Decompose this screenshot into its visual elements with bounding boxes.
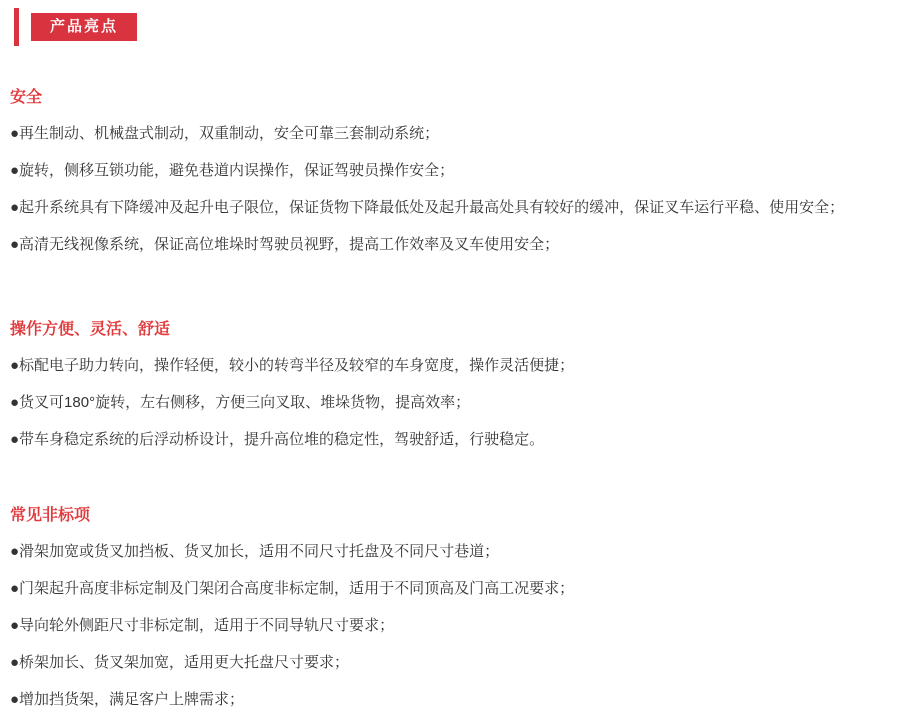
- section-title-nonstandard: 常见非标项: [10, 507, 91, 524]
- accent-bar: [14, 8, 19, 46]
- section-header: [0, 0, 913, 46]
- bullet-item: ●旋转，侧移互锁功能，避免巷道内误操作，保证驾驶员操作安全；: [10, 162, 455, 179]
- bullet-item: ●桥架加长、货叉架加宽，适用更大托盘尺寸要求；: [10, 654, 350, 671]
- bullet-item: ●再生制动、机械盘式制动，双重制动，安全可靠三套制动系统；: [10, 125, 440, 142]
- section-title-operation: 操作方便、灵活、舒适: [10, 321, 171, 338]
- highlights-content: [0, 88, 913, 708]
- bullet-item: ●高清无线视像系统，保证高位堆垛时驾驶员视野，提高工作效率及叉车使用安全；: [10, 236, 560, 253]
- bullet-item: ●滑架加宽或货叉加挡板、货叉加长，适用不同尺寸托盘及不同尺寸巷道；: [10, 543, 500, 560]
- bullet-item: ●增加挡货架，满足客户上牌需求；: [10, 691, 245, 708]
- section-title-safety: 安全: [10, 89, 43, 106]
- bullet-item: ●门架起升高度非标定制及门架闭合高度非标定制，适用于不同顶高及门高工况要求；: [10, 580, 575, 597]
- product-highlights-badge: 产品亮点: [31, 13, 137, 41]
- bullet-item: ●带车身稳定系统的后浮动桥设计，提升高位堆的稳定性，驾驶舒适，行驶稳定。: [10, 431, 545, 448]
- bullet-item: ●标配电子助力转向，操作轻便，较小的转弯半径及较窄的车身宽度，操作灵活便捷；: [10, 357, 575, 374]
- bullet-item: ●起升系统具有下降缓冲及起升电子限位，保证货物下降最低处及起升最高处具有较好的缓冲，保证叉车运行平稳、使用安全；: [10, 199, 845, 216]
- bullet-item: ●导向轮外侧距尺寸非标定制，适用于不同导轨尺寸要求；: [10, 617, 395, 634]
- bullet-item: ●货叉可180°旋转，左右侧移，方便三向叉取、堆垛货物，提高效率；: [10, 394, 471, 411]
